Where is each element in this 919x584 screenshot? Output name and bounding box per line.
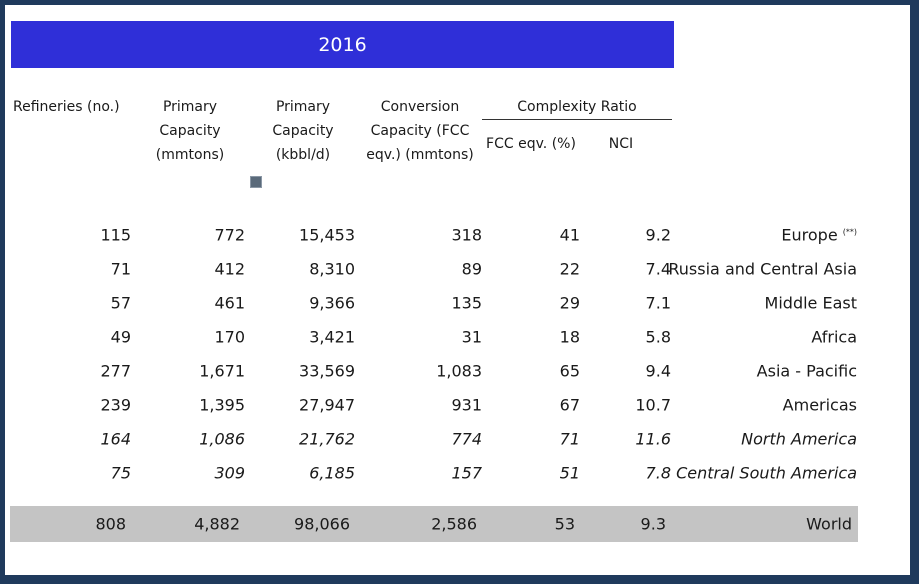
cell-fcc: 29 [559,293,580,313]
cell-conversion: 157 [451,463,482,483]
complexity-divider [482,119,672,120]
table-row [11,252,911,286]
cell-conversion: 931 [451,395,482,415]
cell-region: Africa [811,327,857,347]
cell-primary-kbbl: 98,066 [294,514,350,534]
cell-refineries: 164 [100,429,131,449]
header-line: Conversion [380,99,460,115]
cell-region: Americas [782,395,857,415]
cell-region [781,226,857,245]
cell-refineries: 75 [110,463,131,483]
header-primary-mmtons [140,95,240,167]
table-row [11,456,911,490]
header-line: eqv.) (mmtons) [366,147,474,163]
cell-region: Middle East [764,293,857,313]
cell-primary-kbbl: 27,947 [299,395,355,415]
table-row [11,218,911,252]
cell-region: Central South America [676,463,857,483]
cell-nci: 9.3 [640,514,666,534]
cell-primary-kbbl: 6,185 [309,463,355,483]
cell-primary-mmtons: 772 [214,225,245,245]
cell-primary-mmtons: 170 [214,327,245,347]
cell-region: Asia - Pacific [756,361,857,381]
cell-conversion: 31 [461,327,482,347]
cell-nci: 11.6 [635,429,671,449]
cell-refineries: 277 [100,361,131,381]
header-line: (mmtons) [155,147,225,163]
header-line: Primary [275,99,331,115]
cell-primary-mmtons: 4,882 [194,514,240,534]
cell-refineries: 71 [110,259,131,279]
cell-fcc: 71 [559,429,580,449]
header-complexity-ratio: Complexity Ratio [517,99,637,115]
cell-fcc: 22 [559,259,580,279]
cell-nci: 9.2 [645,225,671,245]
cell-conversion: 774 [451,429,482,449]
header-line: Capacity [159,123,221,139]
cell-nci: 7.1 [645,293,671,313]
cell-fcc: 65 [559,361,580,381]
cell-refineries: 808 [95,514,126,534]
cell-primary-mmtons: 1,671 [199,361,245,381]
cell-refineries: 57 [110,293,131,313]
cell-region: Russia and Central Asia [668,259,857,279]
cell-primary-kbbl: 21,762 [299,429,355,449]
table-row [11,422,911,456]
cell-primary-kbbl: 9,366 [309,293,355,313]
cell-nci: 10.7 [635,395,671,415]
cell-primary-kbbl: 33,569 [299,361,355,381]
header-nci: NCI [608,136,634,152]
cell-region: North America [741,429,857,449]
header-conversion [359,95,481,167]
table-row [11,354,911,388]
cell-conversion: 2,586 [431,514,477,534]
region-note: (**) [842,227,857,237]
cell-refineries: 49 [110,327,131,347]
table-row-world-total [10,506,858,542]
note-marker-icon[interactable] [250,176,262,188]
cell-refineries: 115 [100,225,131,245]
cell-nci: 7.4 [645,259,671,279]
cell-fcc: 51 [559,463,580,483]
cell-primary-kbbl: 3,421 [309,327,355,347]
header-line: Primary [162,99,218,115]
cell-primary-mmtons: 1,086 [199,429,245,449]
cell-conversion: 1,083 [436,361,482,381]
cell-fcc: 67 [559,395,580,415]
cell-nci: 9.4 [645,361,671,381]
cell-conversion: 318 [451,225,482,245]
header-line: Capacity [272,123,334,139]
cell-primary-mmtons: 412 [214,259,245,279]
cell-primary-mmtons: 1,395 [199,395,245,415]
header-line: Capacity (FCC [370,123,470,139]
header-fcc: FCC eqv. (%) [486,136,576,152]
cell-primary-kbbl: 8,310 [309,259,355,279]
cell-fcc: 18 [559,327,580,347]
header-primary-kbbl [253,95,353,167]
header-refineries: Refineries (no.) [13,99,120,115]
cell-fcc: 53 [554,514,575,534]
cell-region: World [806,514,852,534]
cell-nci: 7.8 [645,463,671,483]
table-row [11,286,911,320]
cell-fcc: 41 [559,225,580,245]
cell-refineries: 239 [100,395,131,415]
header-line: (kbbl/d) [275,147,331,163]
table-row [11,388,911,422]
table-row [11,320,911,354]
table-frame [5,5,910,575]
cell-primary-kbbl: 15,453 [299,225,355,245]
cell-primary-mmtons: 461 [214,293,245,313]
cell-conversion: 135 [451,293,482,313]
cell-conversion: 89 [461,259,482,279]
cell-nci: 5.8 [645,327,671,347]
region-label: Europe [781,225,838,245]
cell-primary-mmtons: 309 [214,463,245,483]
year-header: 2016 [11,21,674,68]
